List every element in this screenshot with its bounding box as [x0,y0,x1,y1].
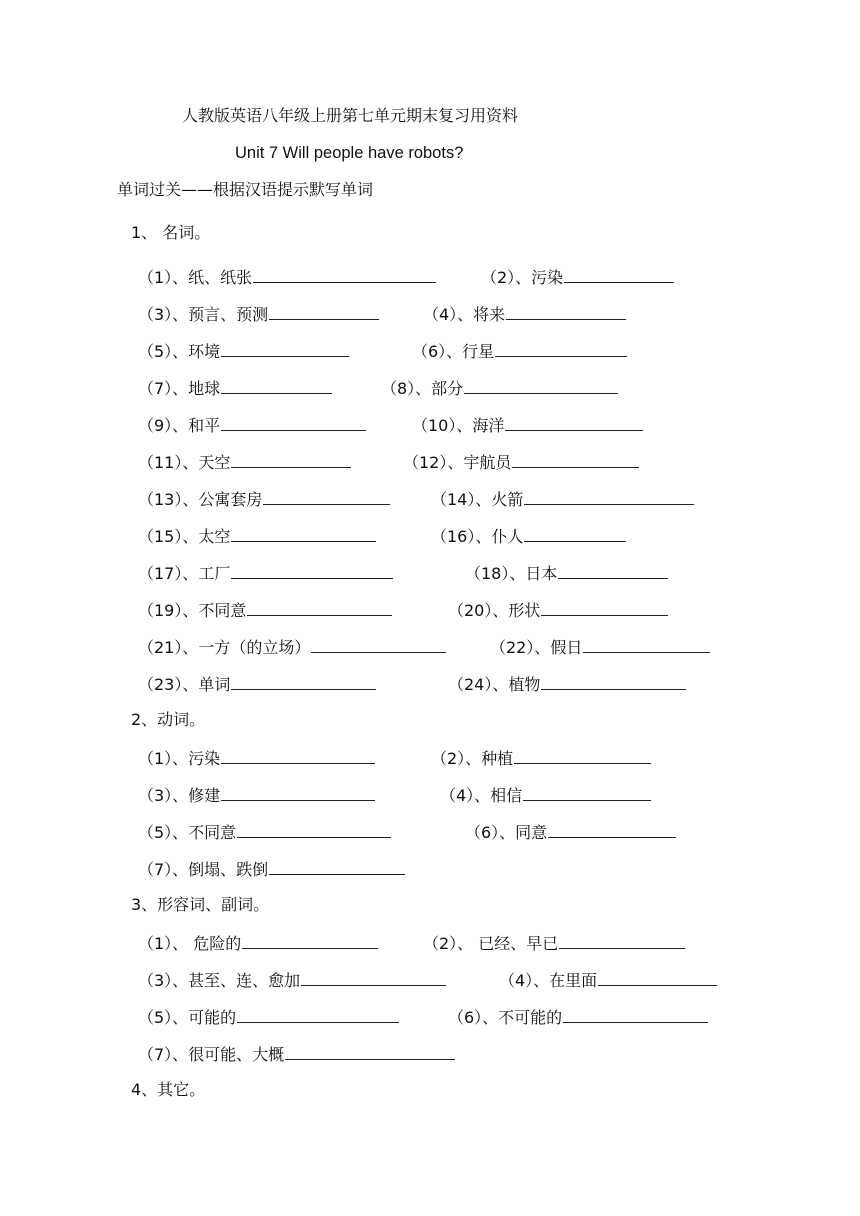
answer-blank[interactable] [242,932,378,949]
answer-blank[interactable] [221,340,349,357]
item-adj-3: （3）、甚至、连、愈加 [138,969,446,991]
item-adj-5: （5）、可能的 [138,1006,399,1028]
answer-blank[interactable] [559,932,685,949]
item-noun-4: （4）、将来 [423,303,626,325]
answer-blank[interactable] [231,562,393,579]
answer-blank[interactable] [221,377,332,394]
item-verb-4: （4）、相信 [440,784,651,806]
item-noun-2: （2）、污染 [481,266,674,288]
item-noun-10: （10）、海洋 [412,414,643,436]
answer-blank[interactable] [583,636,710,653]
answer-blank[interactable] [221,747,375,764]
answer-blank[interactable] [506,303,626,320]
item-noun-18: （18）、日本 [465,562,668,584]
answer-blank[interactable] [541,599,668,616]
item-noun-13: （13）、公寓套房 [138,488,390,510]
answer-blank[interactable] [301,969,446,986]
answer-blank[interactable] [237,821,391,838]
item-noun-20: （20）、形状 [448,599,668,621]
item-noun-5: （5）、环境 [138,340,349,362]
answer-blank[interactable] [598,969,717,986]
answer-blank[interactable] [269,303,379,320]
answer-blank[interactable] [311,636,446,653]
answer-blank[interactable] [231,673,376,690]
answer-blank[interactable] [253,266,436,283]
item-verb-1: （1）、污染 [138,747,375,769]
item-noun-1: （1）、纸、纸张 [138,266,436,288]
item-verb-2: （2）、种植 [431,747,651,769]
answer-blank[interactable] [514,747,651,764]
answer-blank[interactable] [495,340,627,357]
item-noun-8: （8）、部分 [381,377,618,399]
answer-blank[interactable] [512,451,639,468]
answer-blank[interactable] [231,451,351,468]
answer-blank[interactable] [237,1006,399,1023]
page-title: 人教版英语八年级上册第七单元期末复习用资料 [182,106,519,125]
item-noun-21: （21）、一方（的立场） [138,636,446,658]
item-noun-23: （23）、单词 [138,673,376,695]
item-noun-15: （15）、太空 [138,525,376,547]
answer-blank[interactable] [505,414,643,431]
answer-blank[interactable] [269,858,405,875]
answer-blank[interactable] [541,673,686,690]
item-adj-6: （6）、不可能的 [448,1006,708,1028]
answer-blank[interactable] [548,821,676,838]
answer-blank[interactable] [564,266,674,283]
answer-blank[interactable] [285,1043,455,1060]
item-noun-16: （16）、仆人 [431,525,626,547]
item-noun-17: （17）、工厂 [138,562,393,584]
item-adj-7: （7）、很可能、大概 [138,1043,455,1065]
item-noun-12: （12）、宇航员 [403,451,639,473]
answer-blank[interactable] [247,599,392,616]
item-noun-9: （9）、和平 [138,414,366,436]
item-noun-6: （6）、行星 [412,340,627,362]
answer-blank[interactable] [523,784,651,801]
answer-blank[interactable] [263,488,390,505]
instruction-heading: 单词过关——根据汉语提示默写单词 [117,180,374,199]
item-adj-1: （1）、 危险的 [138,932,378,954]
item-verb-6: （6）、同意 [465,821,676,843]
item-noun-11: （11）、天空 [138,451,351,473]
item-noun-3: （3）、预言、预测 [138,303,379,325]
answer-blank[interactable] [563,1006,708,1023]
answer-blank[interactable] [221,414,366,431]
item-noun-22: （22）、假日 [490,636,710,658]
answer-blank[interactable] [231,525,376,542]
section-heading-adjectives: 3、形容词、副词。 [131,895,270,914]
section-heading-nouns: 1、 名词。 [131,223,211,242]
item-adj-2: （2）、 已经、早已 [423,932,685,954]
unit-subtitle: Unit 7 Will people have robots? [235,144,464,162]
section-heading-verbs: 2、动词。 [131,710,206,729]
item-noun-19: （19）、不同意 [138,599,392,621]
item-noun-7: （7）、地球 [138,377,332,399]
item-noun-14: （14）、火箭 [431,488,694,510]
answer-blank[interactable] [524,525,626,542]
section-heading-others: 4、其它。 [131,1080,206,1099]
answer-blank[interactable] [524,488,694,505]
item-verb-5: （5）、不同意 [138,821,391,843]
item-verb-3: （3）、修建 [138,784,375,806]
answer-blank[interactable] [464,377,618,394]
answer-blank[interactable] [558,562,668,579]
item-adj-4: （4）、在里面 [499,969,717,991]
item-verb-7: （7）、倒塌、跌倒 [138,858,405,880]
answer-blank[interactable] [221,784,375,801]
item-noun-24: （24）、植物 [448,673,686,695]
